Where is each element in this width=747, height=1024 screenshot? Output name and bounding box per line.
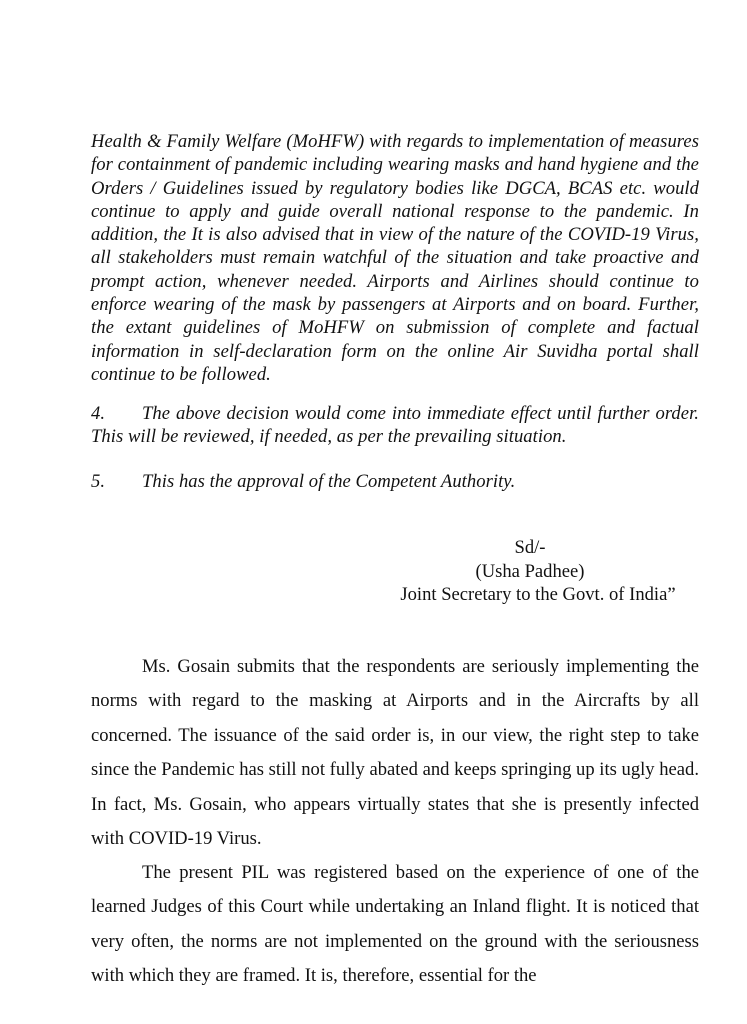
judgment-paragraph: Ms. Gosain submits that the respondents are seriously implementing the norms with regard to the masking at Airports and in the Aircrafts by all concerned. The issuance of the said order is, in our view, the right step to take since the Pandemic has still not fully abated and keeps springing up its ugly head. In fact, Ms. Gosain, who appears virtually states that she is presently infected with COVID-19 Virus.	[91, 656, 699, 850]
signature-block	[360, 536, 700, 607]
paragraph-text: This has the approval of the Competent Authority.	[142, 471, 516, 492]
paragraph-number: 5.	[91, 471, 106, 492]
quoted-order-paragraph	[91, 130, 699, 386]
paragraph-number: 4.	[91, 403, 106, 424]
quoted-order-paragraph-4	[91, 402, 699, 449]
paragraph-4-body	[91, 402, 699, 449]
judgment-paragraph: The present PIL was registered based on the experience of one of the learned Judges of this Court while undertaking an Inland flight. It is noticed that very often, the norms are not implemented on the ground with the seriousness with which they are framed. It is, therefore, essential for the	[91, 862, 699, 987]
quoted-order-continuation-text: Health & Family Welfare (MoHFW) with regards to implementation of measures for containment of pandemic including wearing masks and hand hygiene and the Orders / Guidelines issued by regulatory bodies like DGCA, BCAS etc. would continue to apply and guide overall national response to the pandemic. In addition, the It is also advised that in view of the nature of the COVID-19 Virus, all stakeholders must remain watchful of the situation and take proactive and prompt action, whenever needed. Airports and Airlines should continue to enforce wearing of the mask by passengers at Airports and on board. Further, the extant guidelines of MoHFW on submission of complete and factual information in self-declaration form on the online Air Suvidha portal shall continue to be followed.	[91, 131, 699, 385]
paragraph-5-body	[91, 470, 699, 493]
signature-signed-mark: Sd/-	[514, 537, 546, 558]
signatory-name: (Usha Padhee)	[475, 560, 585, 582]
quoted-order-paragraph-5	[91, 470, 699, 493]
paragraph-text: The above decision would come into immediate effect until further order. This will be reviewed, if needed, as per the prevailing situation.	[91, 403, 699, 448]
signatory-designation: Joint Secretary to the Govt. of India”	[400, 584, 676, 605]
